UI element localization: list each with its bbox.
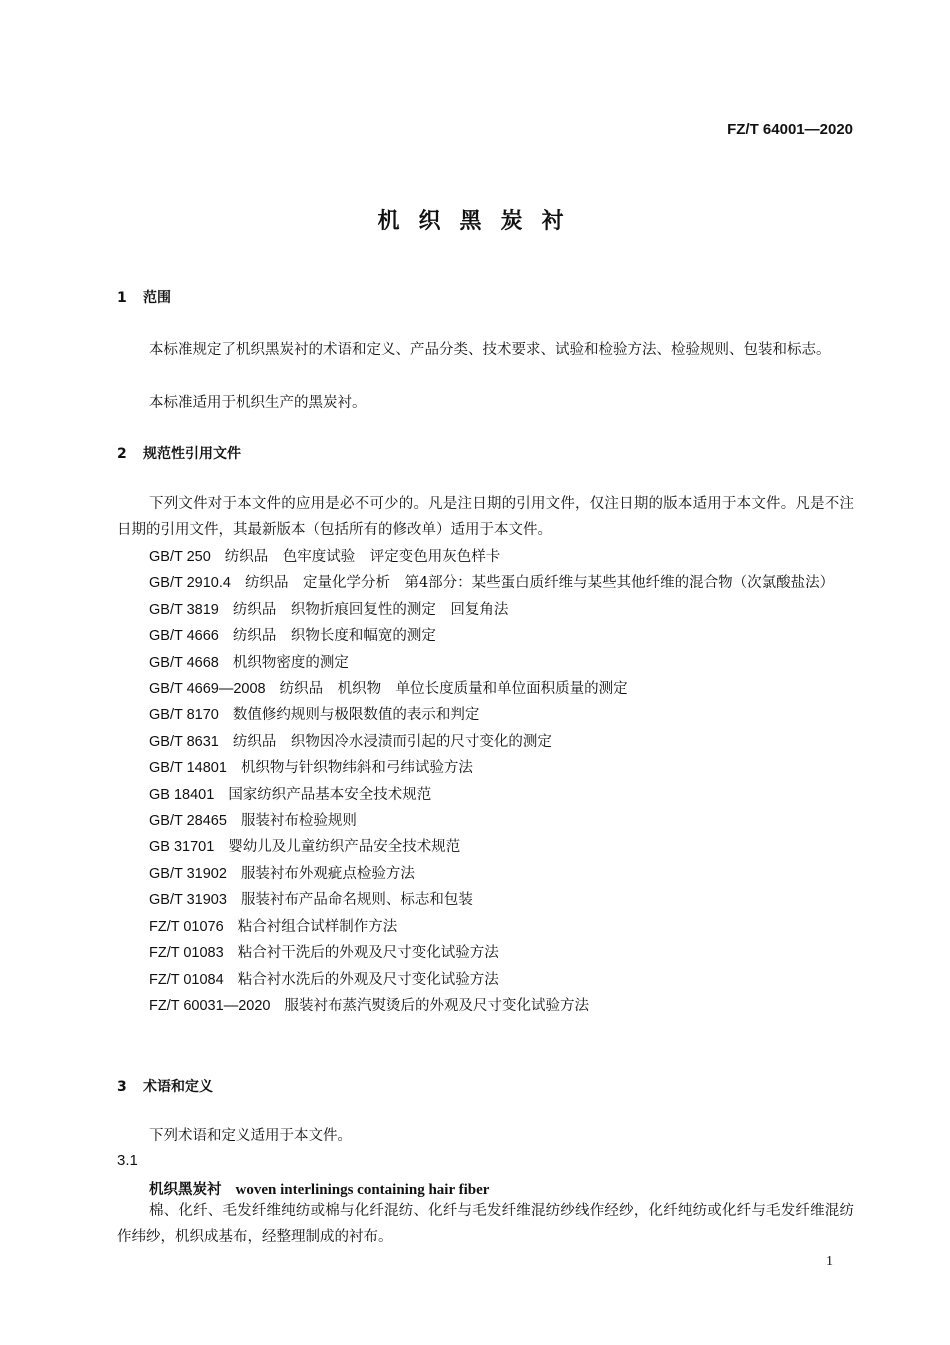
scope-paragraph-1: 本标准规定了机织黑炭衬的术语和定义、产品分类、技术要求、试验和检验方法、检验规则、包装和标志。 bbox=[149, 342, 831, 358]
reference-title: 服装衬布外观疵点检验方法 bbox=[240, 865, 415, 882]
document-title: 机织黑炭衬 bbox=[377, 209, 583, 234]
reference-title: 机织物与针织物纬斜和弓纬试验方法 bbox=[240, 760, 473, 777]
section-title: 范围 bbox=[143, 290, 171, 306]
reference-code: GB/T 4669—2008 bbox=[149, 681, 266, 698]
reference-title: 纺织品 织物因冷水浸渍而引起的尺寸变化的测定 bbox=[232, 733, 552, 750]
reference-code: GB/T 8170 bbox=[149, 707, 219, 724]
reference-code: FZ/T 01083 bbox=[149, 945, 224, 962]
reference-title: 纺织品 机织物 单位长度质量和单位面积质量的测定 bbox=[279, 681, 628, 698]
reference-item bbox=[117, 914, 854, 940]
reference-item bbox=[117, 808, 854, 834]
reference-code: GB/T 31903 bbox=[149, 892, 227, 909]
reference-code: GB/T 8631 bbox=[149, 733, 219, 750]
reference-item bbox=[117, 755, 854, 781]
reference-title: 粘合衬干洗后的外观及尺寸变化试验方法 bbox=[237, 945, 499, 962]
reference-title: 服装衬布蒸汽熨烫后的外观及尺寸变化试验方法 bbox=[284, 997, 589, 1014]
reference-item bbox=[117, 623, 854, 649]
section-number: 1 bbox=[117, 290, 127, 306]
reference-item bbox=[117, 782, 854, 808]
reference-code: GB 18401 bbox=[149, 786, 215, 803]
term-chinese: 机织黑炭衬 bbox=[149, 1182, 222, 1198]
reference-item bbox=[117, 650, 854, 676]
reference-title: 粘合衬水洗后的外观及尺寸变化试验方法 bbox=[237, 971, 499, 988]
reference-title: 粘合衬组合试样制作方法 bbox=[237, 918, 398, 935]
section-number: 3 bbox=[117, 1079, 127, 1095]
term-entry bbox=[149, 1178, 489, 1199]
reference-code: GB/T 250 bbox=[149, 549, 211, 565]
normative-refs-intro: 下列文件对于本文件的应用是必不可少的。凡是注日期的引用文件，仅注日期的版本适用于本文件。凡是不注日期的引用文件，其最新版本（包括所有的修改单）适用于本文件。 bbox=[117, 496, 854, 538]
section-2-heading bbox=[117, 443, 241, 463]
reference-title: 服装衬布产品命名规则、标志和包装 bbox=[240, 892, 473, 909]
reference-item bbox=[117, 570, 854, 596]
reference-item bbox=[117, 940, 854, 966]
reference-title: 纺织品 织物折痕回复性的测定 回复角法 bbox=[232, 601, 509, 618]
reference-code: FZ/T 01084 bbox=[149, 971, 224, 988]
page-number: 1 bbox=[826, 1254, 833, 1269]
section-title: 术语和定义 bbox=[143, 1079, 213, 1095]
reference-item bbox=[117, 967, 854, 993]
reference-list bbox=[117, 544, 854, 1019]
reference-title: 纺织品 色牢度试验 评定变色用灰色样卡 bbox=[224, 549, 501, 565]
reference-code: GB 31701 bbox=[149, 839, 215, 856]
reference-title: 机织物密度的测定 bbox=[232, 654, 349, 671]
reference-item bbox=[117, 544, 854, 570]
reference-code: GB/T 3819 bbox=[149, 601, 219, 618]
scope-paragraph-2: 本标准适用于机织生产的黑炭衬。 bbox=[149, 395, 367, 411]
reference-code: GB/T 4668 bbox=[149, 654, 219, 671]
terms-intro: 下列术语和定义适用于本文件。 bbox=[149, 1128, 352, 1144]
reference-code: GB/T 28465 bbox=[149, 813, 227, 830]
reference-item bbox=[117, 861, 854, 887]
standard-code: FZ/T 64001—2020 bbox=[727, 121, 853, 138]
section-title: 规范性引用文件 bbox=[143, 446, 241, 462]
reference-item bbox=[117, 702, 854, 728]
reference-item bbox=[117, 729, 854, 755]
reference-title: 国家纺织产品基本安全技术规范 bbox=[228, 786, 432, 803]
reference-item bbox=[117, 993, 854, 1019]
reference-title: 服装衬布检验规则 bbox=[240, 813, 357, 830]
reference-code: FZ/T 01076 bbox=[149, 918, 224, 935]
reference-item bbox=[117, 676, 854, 702]
section-1-heading bbox=[117, 287, 171, 307]
section-3-heading bbox=[117, 1076, 213, 1096]
section-number: 2 bbox=[117, 446, 127, 462]
term-definition: 棉、化纤、毛发纤维纯纺或棉与化纤混纺、化纤与毛发纤维混纺纱线作经纱，化纤纯纺或化纤与毛发纤维混纺作纬纱，机织成基布，经整理制成的衬布。 bbox=[117, 1203, 854, 1245]
reference-title: 纺织品 织物长度和幅宽的测定 bbox=[232, 628, 436, 645]
reference-code: GB/T 2910.4 bbox=[149, 575, 231, 592]
reference-title: 数值修约规则与极限数值的表示和判定 bbox=[232, 707, 480, 724]
reference-code: GB/T 4666 bbox=[149, 628, 219, 645]
reference-item bbox=[117, 597, 854, 623]
reference-code: GB/T 31902 bbox=[149, 865, 227, 882]
reference-title: 婴幼儿及儿童纺织产品安全技术规范 bbox=[228, 839, 461, 856]
reference-item bbox=[117, 834, 854, 860]
reference-code: GB/T 14801 bbox=[149, 760, 227, 777]
term-english: woven interlinings containing hair fiber bbox=[235, 1182, 490, 1198]
reference-code: FZ/T 60031—2020 bbox=[149, 997, 271, 1014]
reference-item bbox=[117, 887, 854, 913]
reference-title: 纺织品 定量化学分析 第4部分：某些蛋白质纤维与某些其他纤维的混合物（次氯酸盐法） bbox=[244, 575, 835, 592]
subclause-number: 3.1 bbox=[117, 1152, 138, 1169]
